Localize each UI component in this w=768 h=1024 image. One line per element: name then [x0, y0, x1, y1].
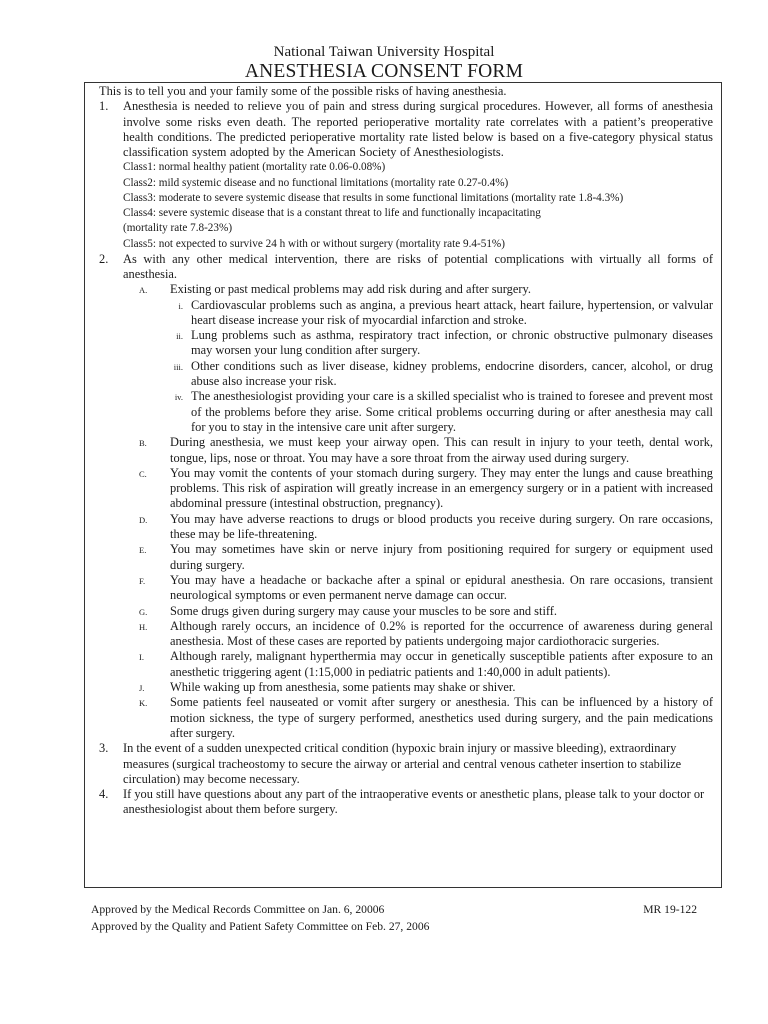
roman-numeral: iii. [173, 361, 183, 372]
point-number: 4. [99, 787, 109, 802]
sub-letter: E. [139, 545, 147, 556]
sub-item-j [99, 680, 713, 695]
sub-item-b [99, 435, 713, 466]
sub-letter: H. [139, 621, 148, 632]
sub-text: Although rarely, malignant hyperthermia may occur in genetically susceptible patients after exposure to an anesthetic triggering agent (1:15,000 in pediatric patients and 1:40,000 in adult patients). [170, 649, 713, 679]
sub-item-c [99, 466, 713, 512]
form-code: MR 19-122 [643, 903, 697, 916]
class-line: Class4: severe systemic disease that is a constant threat to life and functionally incapacitating [123, 207, 541, 220]
roman-text: Lung problems such as asthma, respiratory tract infection, or chronic obstructive pulmonary diseases may worsen your lung condition after surgery. [191, 328, 713, 358]
class-line: Class1: normal healthy patient (mortality rate 0.06-0.08%) [123, 161, 386, 174]
class-line: (mortality rate 7.8-23%) [123, 222, 233, 235]
class-line: Class2: mild systemic disease and no functional limitations (mortality rate 0.27-0.4%) [123, 176, 509, 189]
roman-numeral: ii. [176, 331, 183, 342]
point-text: If you still have questions about any part of the intraoperative events or anesthetic plans, please talk to your doctor or anesthesiologist about them before surgery. [123, 787, 705, 817]
hospital-name: National Taiwan University Hospital [273, 44, 495, 60]
sub-text: During anesthesia, we must keep your airway open. This can result in injury to your teeth, dental work, tongue, lips, nose or throat. You may have a sore throat from the airway used during surgery. [170, 435, 713, 465]
point-3 [99, 741, 713, 787]
intro-text: This is to tell you and your family some of the possible risks of having anesthesia. [99, 84, 507, 98]
sub-text: Existing or past medical problems may add risk during and after surgery. [170, 282, 531, 297]
sub-text: You may have a headache or backache after a spinal or epidural anesthesia. On rare occasions, transient neurological symptoms or even permanent nerve damage can occur. [170, 572, 713, 603]
point-text: As with any other medical intervention, there are risks of potential complications with virtually all forms of anesthesia. [123, 251, 713, 281]
approval-quality-safety: Approved by the Quality and Patient Safety Committee on Feb. 27, 2006 [91, 920, 430, 933]
roman-item [99, 298, 713, 329]
sub-letter: D. [139, 514, 148, 525]
class-line: Class5: not expected to survive 24 h with or without surgery (mortality rate 9.4-51%) [123, 237, 505, 250]
sub-item-i [99, 649, 713, 680]
point-2 [99, 252, 713, 283]
roman-item [99, 328, 713, 359]
sub-item-k [99, 695, 713, 741]
sub-letter: K. [139, 698, 148, 709]
sub-letter: A. [139, 285, 148, 296]
sub-letter: J. [139, 683, 145, 694]
roman-item [99, 359, 713, 390]
sub-text: While waking up from anesthesia, some patients may shake or shiver. [170, 680, 516, 695]
sub-letter: I. [139, 652, 144, 663]
sub-letter: B. [139, 438, 147, 449]
sub-item-h [99, 619, 713, 650]
sub-text: Some drugs given during surgery may cause your muscles to be sore and stiff. [170, 603, 558, 618]
sub-text: You may vomit the contents of your stomach during surgery. They may enter the lungs and cause breathing problems. This risk of aspiration will greatly increase in an emergency surgery or in a patient with increased abdominal pressure (intestinal obstruction, pregnancy). [170, 465, 713, 511]
point-number: 2. [99, 251, 109, 266]
consent-body [99, 84, 713, 818]
point-1 [99, 99, 713, 160]
sub-item-d [99, 512, 713, 543]
roman-numeral: iv. [174, 392, 183, 403]
sub-letter: F. [139, 575, 146, 586]
sub-text: You may sometimes have skin or nerve injury from positioning required for surgery or equipment used during surgery. [170, 542, 713, 572]
roman-numeral: i. [178, 300, 183, 311]
form-title: ANESTHESIA CONSENT FORM [244, 61, 524, 82]
point-number: 1. [99, 99, 109, 114]
sub-item-g [99, 604, 713, 619]
point-text: In the event of a sudden unexpected critical condition (hypoxic brain injury or massive bleeding), extraordinary measures (surgical tracheostomy to secure the airway or arterial and central venous catheter insertion to stabilize circulation) may become necessary. [123, 741, 682, 786]
sub-item-e [99, 542, 713, 573]
roman-text: The anesthesiologist providing your care is a skilled specialist who is trained to foresee and prevent most of the problems before they arise. Some critical problems occurring during or after anesthesia may call for you to stay in the intensive care unit after surgery. [191, 389, 713, 434]
point-4 [99, 787, 713, 818]
sub-text: Some patients feel nauseated or vomit after surgery or anesthesia. This can be influenced by a history of motion sickness, the type of surgery performed, anesthetics used during surgery, and the pain medications after surgery. [170, 695, 713, 740]
point-number: 3. [99, 741, 109, 756]
sub-text: Although rarely occurs, an incidence of 0.2% is reported for the occurrence of awareness during general anesthesia. Most of these cases are reported by patients undergoing major cardiothoracic surgeries. [170, 618, 713, 649]
class-line: Class3: moderate to severe systemic disease that results in some functional limitations (mortality rate 1.8-4.3%) [123, 191, 624, 204]
point-text: Anesthesia is needed to relieve you of pain and stress during surgical procedures. However, all forms of anesthesia involve some risks even death. The reported perioperative mortality rate correlates with a patient’s preoperative health conditions. The predicted perioperative mortality rate listed below is based on a five-category physical status classification system adopted by the American Society of Anesthesiologists. [123, 99, 713, 160]
approval-medical-records: Approved by the Medical Records Committee on Jan. 6, 20006 [91, 903, 385, 916]
sub-letter: G. [139, 606, 148, 617]
roman-text: Cardiovascular problems such as angina, a previous heart attack, heart failure, hypertension, or valvular heart disease increase your risk of myocardial infarction and stroke. [191, 297, 713, 327]
sub-item-f [99, 573, 713, 604]
sub-text: You may have adverse reactions to drugs or blood products you receive during surgery. On rare occasions, these may be life-threatening. [170, 511, 713, 542]
sub-letter: C. [139, 468, 147, 479]
roman-item [99, 389, 713, 435]
sub-item-a [99, 282, 713, 297]
roman-text: Other conditions such as liver disease, kidney problems, endocrine disorders, cancer, alcohol, or drug abuse also increase your risk. [191, 358, 713, 389]
